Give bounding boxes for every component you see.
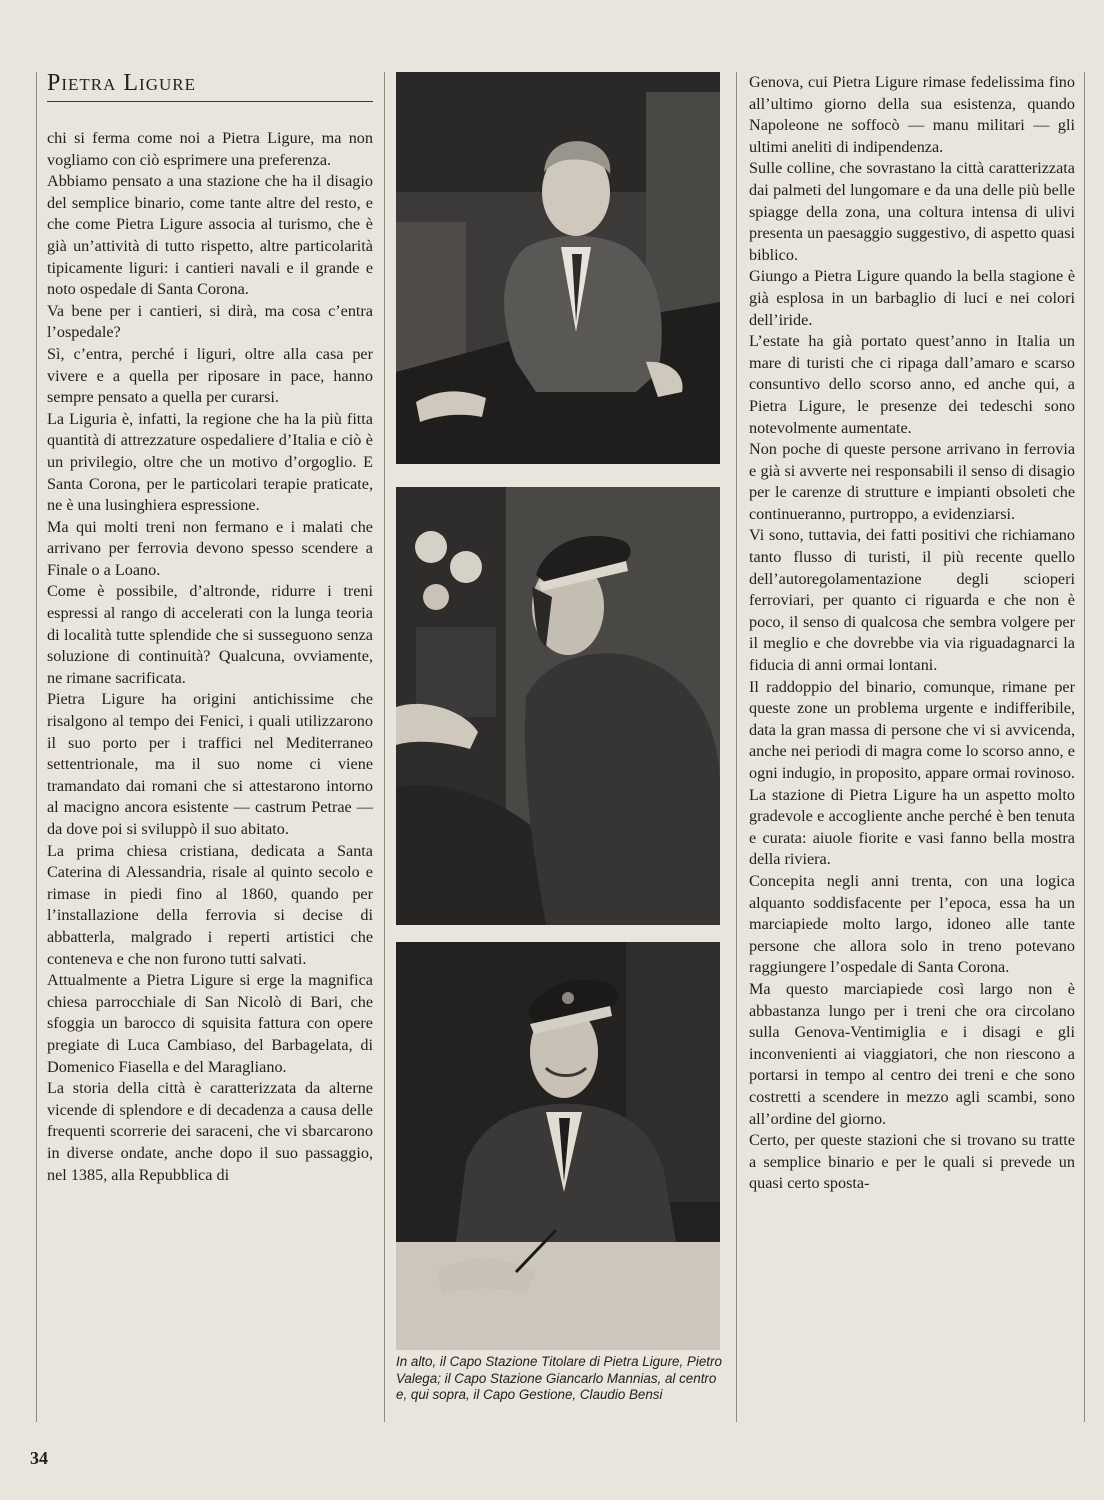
page-number: 34 [30,1448,48,1468]
paragraph: Va bene per i cantieri, si dirà, ma cosa c’entra l’ospedale? [47,301,373,342]
paragraph: La Liguria è, infatti, la regione che ha la più fitta quantità di attrezzature ospedaliere d’Italia e ciò è un privilegio, oltre che un motivo d’orgoglio. E Santa Corona, per le particolari terapie praticate, ne è una lusinghiera espressione. [47,409,373,515]
text-column-right [749,72,1075,1195]
photo-station-master-control-panel [396,487,720,925]
column-rule-mid-right [736,72,737,1422]
paragraph: Certo, per queste stazioni che si trovano su tratte a semplice binario e per le quali si prevede un quasi certo sposta- [749,1131,1075,1193]
paragraph: Sì, c’entra, perché i liguri, oltre alla casa per vivere e a quella per riposare in pace, hanno sempre pensato a quella per curarsi. [47,344,373,407]
paragraph: La stazione di Pietra Ligure ha un aspetto molto gradevole e accogliente anche perché è ben tenuta e curata: aiuole fiorite e vasi fanno bella mostra della riviera. [749,785,1075,869]
column-rule-right [1084,72,1085,1422]
photo-station-manager-writing [396,942,720,1350]
paragraph: Sulle colline, che sovrastano la città caratterizzata dai palmeti del lungomare e da una delle più belle spiagge della zona, una coltura intensa di ulivi presenta un paesaggio suggestivo, di aspetto quasi biblico. [749,159,1075,264]
paragraph: chi si ferma come noi a Pietra Ligure, ma non vogliamo con ciò esprimere una preferenza. [47,129,373,169]
paragraph: Attualmente a Pietra Ligure si erge la magnifica chiesa parrocchiale di San Nicolò di Bari, che sfoggia un barocco di squisita fattura con opere pregiate di Luca Cambiaso, del Barbagelata, di Domenico Fiasella e del Maragliano. [47,971,373,1076]
paragraph: Vi sono, tuttavia, dei fatti positivi che richiamano tanto flusso di turisti, il più recente quello dell’autoregolamentazione degli scioperi ferroviari, per quanto ci riguarda e che non è poco, il senso di qualcosa che sembra volgere per il meglio e che dovrebbe via via riguadagnarci la fiducia di anni ormai lontani. [749,526,1075,675]
paragraph: Il raddoppio del binario, comunque, rimane per queste zone un problema urgente e indifferibile, data la gran massa di persone che vi si avvicenda, anche nei periodi di magra come lo scorso anno, e ogni indugio, in proposito, appare ormai rovinoso. [749,677,1075,782]
paragraph: Giungo a Pietra Ligure quando la bella stagione è già esplosa in un barbaglio di luci e nei colori dell’iride. [749,267,1075,329]
paragraph: Pietra Ligure ha origini antichissime che risalgono al tempo dei Fenici, i quali utilizzarono il suo porto per i traffici nel Mediterraneo settentrionale, ma il suo nome ci viene tramandato dai romani che si attestarono intorno al macigno ancora esistente — castrum Petrae — da dove poi si sviluppò il suo abitato. [47,690,373,838]
paragraph: L’estate ha già portato quest’anno in Italia un mare di turisti che ci ripaga dall’amaro e scarso consuntivo dello scorso anno, ed anche qui, a Pietra Ligure, le presenze dei tedeschi sono notevolmente aumentate. [749,332,1075,437]
paragraph: La prima chiesa cristiana, dedicata a Santa Caterina di Alessandria, risale al quinto secolo e rimase in piedi fino al 1860, quando per l’installazione della ferrovia si decise di abbatterla, malgrado i reperti artistici che conteneva e che non furono tutti salvati. [47,841,373,968]
paragraph: Concepita negli anni trenta, con una logica alquanto soddisfacente per l’epoca, essa ha un marciapiede molto largo, idoneo alle tante persone che allora solo in treno potevano raggiungere l’ospedale di Santa Corona. [749,871,1075,977]
paragraph: Genova, cui Pietra Ligure rimase fedelissima fino all’ultimo giorno della sua esistenza, quando Napoleone ne soffocò — manu militari — gli ultimi aneliti di indipendenza. [749,73,1075,156]
section-title: Pietra Ligure [47,70,196,96]
paragraph: Non poche di queste persone arrivano in ferrovia e già si avverte nei responsabili il senso di disagio per le carenze di strutture e impianti obsoleti che continueranno, purtroppo, a evidenziarsi. [749,440,1075,523]
section-header [47,70,373,102]
text-column-left [47,128,373,1186]
paragraph: Come è possibile, d’altronde, ridurre i treni espressi al rango di accelerati con la lunga teoria di località tutte splendide che si susseguono senza soluzione di continuità? Qualcuna, ovviamente, ne rimane sacrificata. [47,582,373,687]
column-rule-left [36,72,37,1422]
paragraph: Ma qui molti treni non fermano e i malati che arrivano per ferrovia devono spesso scendere a Finale o a Loano. [47,517,373,579]
column-rule-mid-left [384,72,385,1422]
paragraph: Ma questo marciapiede così largo non è abbastanza lungo per i treni che ora circolano sulla Genova-Ventimiglia e i disagi e gli inconvenienti ai viaggiatori, che non riescono a portarsi in tempo al centro dei treni e che sono costretti a scendere in mezzo agli scambi, sono all’ordine del giorno. [749,979,1075,1128]
photo-caption: In alto, il Capo Stazione Titolare di Pietra Ligure, Pietro Valega; il Capo Stazione Giancarlo Mannias, al centro e, qui sopra, il Capo Gestione, Claudio Bensi [396,1354,722,1402]
paragraph: Abbiamo pensato a una stazione che ha il disagio del semplice binario, come tante altre del resto, e che come Pietra Ligure associa al turismo, che è già un’attività di tutto rispetto, altre particolarità tipicamente liguri: i cantieri navali e il grande e noto ospedale di Santa Corona. [47,172,373,299]
paragraph: La storia della città è caratterizzata da alterne vicende di splendore e di decadenza a causa delle frequenti scorrerie dei saraceni, che vi sbarcarono in diverse ondate, anche dopo il suo passaggio, nel 1385, alla Repubblica di [47,1079,373,1184]
photo-station-master-seated [396,72,720,464]
